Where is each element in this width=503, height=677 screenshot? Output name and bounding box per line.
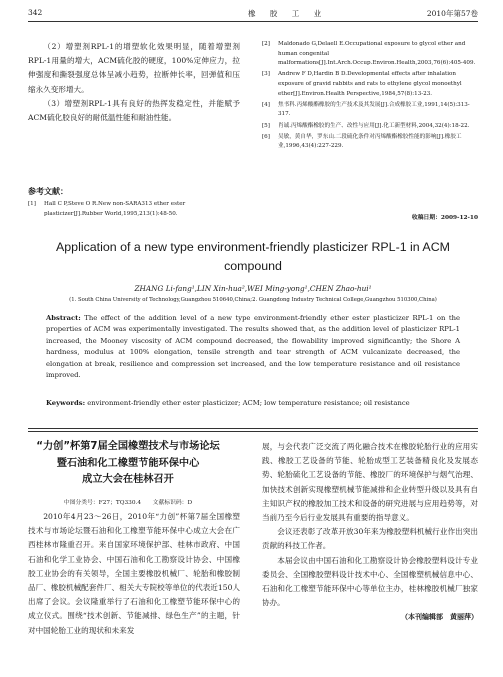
english-abstract	[46, 313, 460, 381]
references-right	[262, 40, 478, 154]
reference-item: [3] Andrew F D,Hardin B D.Developmental effects after inhalation exposure of gravid rabbits and rats to ethylene glycol monoethyl ether[J].Environ.Health Perspective,1984,57(8):13-23.	[262, 71, 462, 97]
header-rule	[28, 21, 478, 22]
news-title: “力创”杯第7届全国橡塑技术与市场论坛 暨石油和化工橡塑节能环保中心 成立大会在桂林召开	[36, 441, 220, 485]
section-divider	[28, 428, 478, 429]
journal-name: 橡 胶 工 业	[248, 9, 328, 18]
reference-item: [5] 肖诚.丙烯酸酯橡胶的生产、改性与应用[J].化工新型材料,2004,32(4):18-22.	[262, 122, 470, 129]
abstract-label: Abstract:	[46, 314, 81, 322]
keywords-text: environment-friendly ether ester plasticizer; ACM; low temperature resistance; oil resistance	[87, 399, 410, 407]
news-para-right-3: 本届会议由中国石油和化工勘察设计协会橡胶塑料设计专业委员会、全国橡胶塑料设计技术中心、全国橡塑机械信息中心、石油和化工橡塑节能环保中心等单位主办，桂林橡胶机械厂独家协办。	[262, 555, 478, 608]
english-keywords	[46, 398, 460, 409]
reference-item: [1] Hall C P,Steve O R.New non-SARA313 ether ester plasticizer[J].Rubber World,1995,213(1):48-50.	[28, 201, 186, 217]
classification-line: 中图分类号：F27；TQ330.4 文献标识码：D	[63, 500, 193, 506]
news-right-column	[262, 440, 478, 625]
english-authors: ZHANG Li-fang¹,LIN Xin-hua²,WEI Ming-yong¹,CHEN Zhao-hui¹	[134, 284, 372, 293]
abstract-text: The effect of the addition level of a new type environment-friendly ether ester plasticizer RPL-1 on the properties of ACM was experimentally investigated. The results showed that, as the addition level of plasticizer RPL-1 increased, the Mooney viscosity of ACM compound decreased, the flowability improved significantly; the Shore A hardness, modulus at 100% elongation, tensile strength and tear strength of ACM vulcanizate decreased, the elongation at break, resilience and compression set increased, and the low temperature resistance and oil resistance improved.	[46, 314, 460, 380]
page-number: 342	[28, 8, 43, 17]
editor-signature: （本刊编辑部 黄丽萍）	[401, 612, 478, 622]
news-para-right-2: 会议还表彰了改革开放30年来为橡胶塑料机械行业作出突出贡献的科技工作者。	[262, 527, 478, 551]
english-title: Application of a new type environment-friendly plasticizer RPL-1 in ACM compound	[56, 240, 450, 273]
conclusion-column	[28, 40, 240, 125]
section-divider-2	[28, 431, 478, 432]
reference-item: [4] 焦书科.丙烯酸酯橡胶的生产技术及其发展[J].合成橡胶工业,1991,14(5):313-317.	[262, 101, 470, 118]
references-heading: 参考文献：	[28, 187, 68, 196]
keywords-label: Keywords:	[46, 399, 86, 407]
page-header	[28, 8, 478, 22]
received-date: 收稿日期：2009-12-10	[411, 215, 478, 221]
english-affiliation: (1. South China University of Technology,Guangzhou 510640,China;2. Guangdong Industry Technical College,Guangzhou 510300,China)	[69, 297, 437, 303]
reference-item: [6] 吴敏，黄自华，罗东山.二段硫化条件对丙烯酸酯橡胶性能的影响[J].橡胶工业,1996,43(4):227-229.	[262, 133, 462, 150]
conclusion-para-2: （2）增塑剂RPL-1的增塑软化效果明显，随着增塑剂RPL-1用量的增大，ACM硫化胶的硬度，100%定伸应力，拉伸强度和撕裂强度总体呈减小趋势，拉断伸长率，回弹值和压缩永久变形增大。	[28, 42, 240, 94]
news-para-right-1: 展，与会代表广泛交流了两化融合技术在橡胶轮胎行业的应用实践、橡胶工艺设备的节能、轮胎成型工艺装备精良化及发展态势、轮胎硫化工艺设备的节能、橡胶厂的环境保护与烟气治理、加快技术创新实现橡塑机械节能减排和企业转型升级以及具有自主知识产权的橡胶加工技术和设备的研究进展与应用趋势等，对当前乃至今后行业发展具有重要的指导意义。	[262, 442, 478, 523]
news-para-left: 2010年4月23～26日，2010年“力创”杯第7届全国橡塑技术与市场论坛暨石油和化工橡塑节能环保中心成立大会在广西桂林市隆重召开。来自国家环境保护部、桂林市政府、中国石油和化学工业协会、中国石油和化工勘察设计协会、中国橡胶工业协会的有关领导，全国主要橡胶机械厂、轮胎和橡胶制品厂、橡胶机械配套件厂、相关大专院校等单位的代表近150人出席了会议。会议隆重举行了石油和化工橡塑节能环保中心的成立仪式。围绕“技术创新、节能减排、绿色生产”的主题，针对中国轮胎工业的现状和未来发	[28, 512, 240, 635]
reference-item: [2] Maldonado G,Delaell E.Occupational exposure to glycol ether and human congenital malformations[J].Int.Arch.Occup.Environ.Health,2003,76(6):405-409.	[262, 41, 476, 67]
news-left-column	[28, 510, 240, 638]
references-left	[28, 200, 240, 221]
issue-info: 2010年第57卷	[426, 9, 478, 18]
conclusion-para-3: （3）增塑剂RPL-1具有良好的热挥发稳定性，并能赋予ACM硫化胶良好的耐低温性能和耐油性能。	[28, 98, 240, 123]
